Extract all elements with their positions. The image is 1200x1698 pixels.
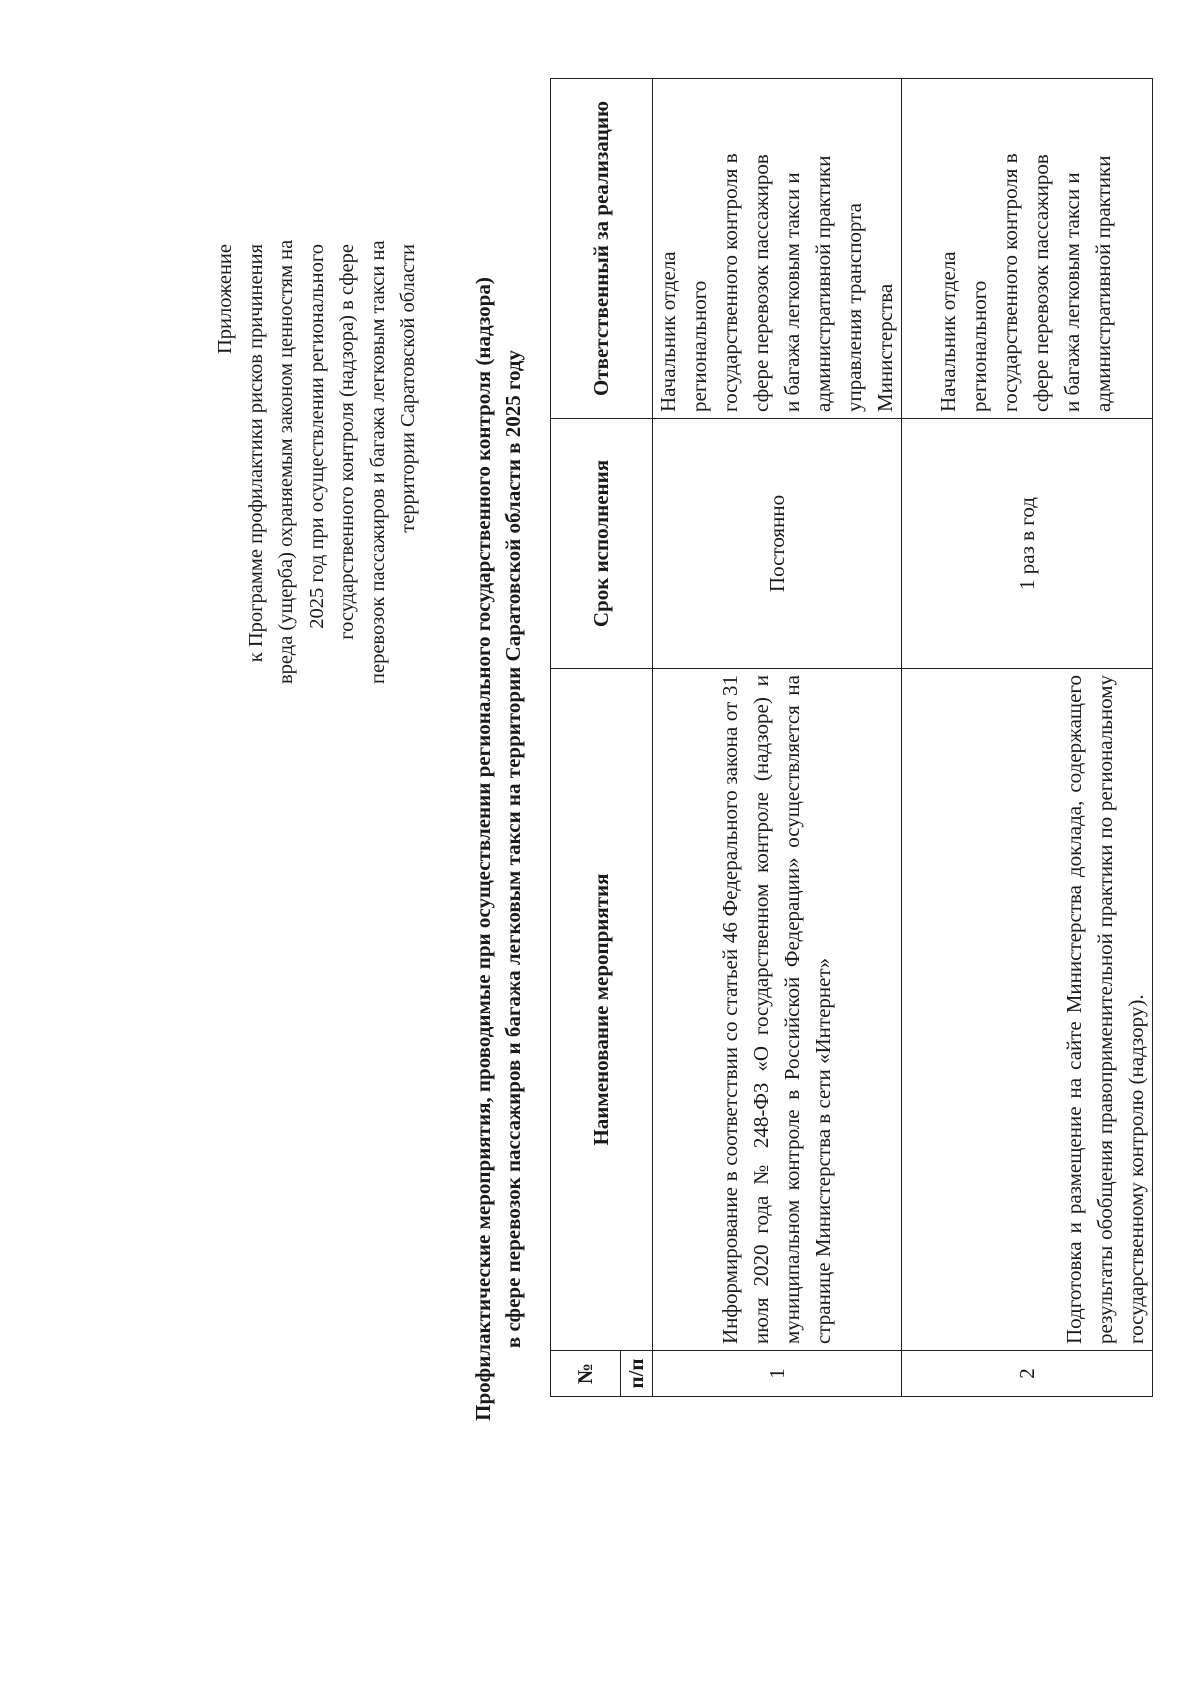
row-responsible-cell <box>902 79 1153 419</box>
appendix-line: вреда (ущерба) охраняемым законом ценностям на <box>275 239 297 684</box>
table-row <box>653 79 902 1397</box>
appendix-note <box>210 239 424 684</box>
header-name: Наименование мероприятия <box>551 669 653 1351</box>
appendix-line: перевозок пассажиров и багажа легковым такси на <box>366 240 389 684</box>
measures-table <box>550 78 1153 1397</box>
title-line-1: Профилактические мероприятия, проводимые при осуществлении регионального государственного контроля (надзора) <box>471 277 495 1421</box>
row-responsible: Начальник отдела регионального государственного контроля в сфере перевозок пассажиров и багажа легковым такси и административной практики управления транспорта Министерства <box>653 79 902 419</box>
header-responsible: Ответственный за реализацию <box>551 79 653 419</box>
row-term: 1 раз в год <box>902 419 1153 669</box>
header-term: Срок исполнения <box>551 419 653 669</box>
header-num-sub: п/п <box>621 1351 653 1397</box>
row-number: 2 <box>902 1351 1153 1397</box>
appendix-line: государственного контроля (надзора) в сфере <box>336 244 358 640</box>
table-row <box>902 79 1153 1397</box>
row-number: 1 <box>653 1351 902 1397</box>
row-responsible: Начальник отдела регионального государственного контроля в сфере перевозок пассажиров и багажа легковым такси и административной практики <box>936 153 1115 412</box>
title-line-2: в сфере перевозок пассажиров и багажа легковым такси на территории Саратовской области в 2025 году <box>501 349 525 1349</box>
appendix-line: к Программе профилактики рисков причинения <box>244 244 267 663</box>
row-measure-name: Подготовка и размещение на сайте Министерства доклада, содержащего результаты обобщения правоприменительной практики по региональному государственному контролю (надзору). <box>902 669 1153 1351</box>
header-num: № <box>551 1351 621 1397</box>
appendix-line: 2025 год при осуществлении регионального <box>305 244 328 629</box>
document-title <box>468 89 528 1609</box>
appendix-line: Приложение <box>214 244 236 355</box>
appendix-line: территории Саратовской области <box>397 244 419 533</box>
rotated-document-page <box>50 89 1148 1609</box>
row-term: Постоянно <box>653 419 902 669</box>
table-header-row <box>551 79 621 1397</box>
row-measure-name: Информирование в соответствии со статьей 46 Федерального закона от 31 июля 2020 года № 248-ФЗ «О государственном контроле (надзоре) и муниципальном контроле в Российской Федерации» осуществляется на странице Министерства в сети «Интернет» <box>653 669 902 1351</box>
